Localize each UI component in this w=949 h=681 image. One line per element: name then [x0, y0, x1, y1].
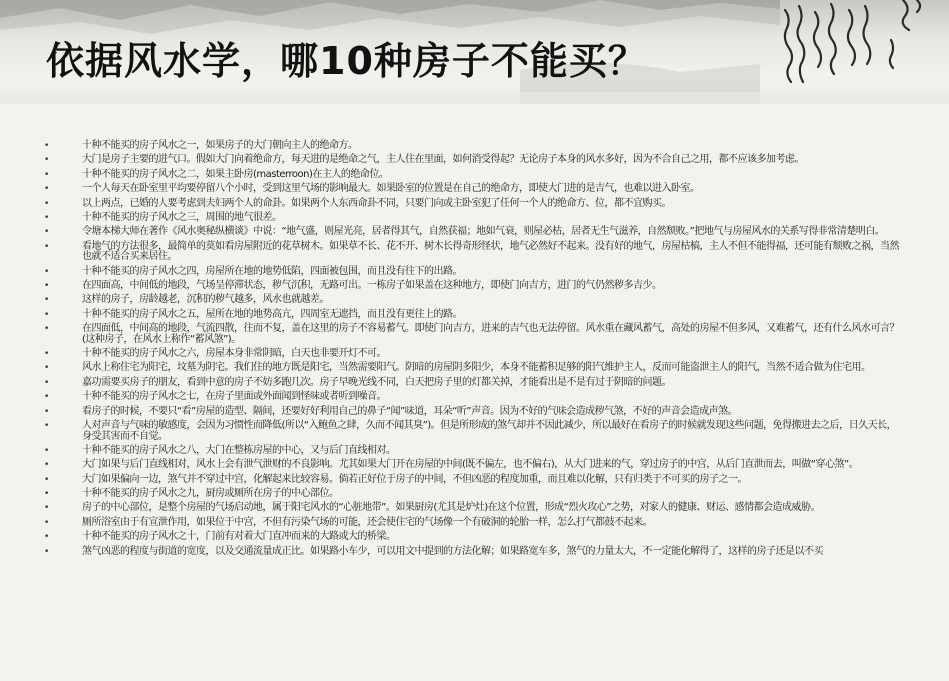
list-item-text: 嘉功需要买房子的朋友，看到中意的房子不妨多跑几次。房子早晚光线不同，白天把房子里的灯都关掉，才能看出是不是有过于阴暗的问题。	[82, 376, 671, 388]
bullet-icon: •	[44, 363, 49, 374]
list-item-text: 十种不能买的房子风水之七，在房子里面或外面闻到怪味或者听到噪音。	[82, 391, 386, 403]
bullet-icon: •	[44, 392, 49, 403]
list-item-text: 十种不能买的房子风水之五，屋所在地的地势高亢，四周室无遮挡，而且没有更往上的路。	[82, 308, 462, 320]
list-item-text: 十种不能买的房子风水之六，房屋本身非常阴暗，白天也非要开灯不可。	[82, 348, 386, 360]
list-item	[40, 407, 900, 418]
list-item-text: 风水上称住宅为阳宅，坟墓为阴宅。我们住的地方既是阳宅，当然需要阳气。阴暗的房屋阴多阳少，本身不能蓄积足够的阳气维护主人，反而可能盗泄主人的阳气，当然不适合做为住宅用。	[82, 362, 871, 374]
list-item	[40, 170, 900, 181]
list-item-text: 大门如果与后门直线相对，风水上会有泄气泄财的不良影响。尤其如果大门开在房屋的中间(既不偏左，也不偏右)，从大门进来的气，穿过房子的中宫，从后门直泄而去，叫做“穿心煞”。	[82, 459, 859, 471]
list-item-text: 煞气凶恶的程度与街道的宽度，以及交通流量成正比。如果路小车少，可以用文中提到的方法化解；如果路宽车多，煞气的力量太大，不一定能化解得了，这样的房子还是以不买	[82, 545, 823, 557]
bullet-list	[40, 141, 900, 561]
list-item-text: 十种不能买的房子风水之四，房屋所在地的地势低陷，四面被包围，而且没有往下的出路。	[82, 265, 462, 277]
list-item	[40, 489, 900, 500]
bullet-icon: •	[44, 406, 49, 417]
list-item	[40, 503, 900, 514]
list-item-text: 大门是房子主要的进气口。假如大门向着绝命方，每天进的是绝命之气，主人住在里面，如何消受得起？无论房子本身的风水多好，因为不合自己之用，都不应该多加考虑。	[82, 154, 804, 166]
list-item-text: 十种不能买的房子风水之九，厨房或厕所在房子的中心部位。	[82, 488, 339, 500]
header-banner	[0, 0, 949, 104]
bullet-icon: •	[44, 377, 49, 388]
bullet-icon: •	[44, 474, 49, 485]
list-item-text: 十种不能买的房子风水之三，周围的地气很差。	[82, 211, 282, 223]
list-item-text: 大门如果偏向一边，煞气并不穿过中宫，化解起来比较容易。倘若正好位于房子的中间，不但凶恶的程度加重，而且难以化解，只有归类于不可买的房子之一。	[82, 473, 747, 485]
list-item	[40, 141, 900, 152]
list-item-text: 十种不能买的房子风水之十，门前有对着大门直冲而来的大路或大的桥梁。	[82, 531, 396, 543]
list-item-text: 房子的中心部位，是整个房屋的气场启动地，属于阳宅风水的“心脏地带”。如果厨房(尤其是炉灶)在这个位置，形成“烈火攻心”之势，对家人的健康、财运、感情都会造成威胁。	[82, 502, 821, 514]
bullet-icon: •	[44, 281, 49, 292]
bullet-icon: •	[44, 295, 49, 306]
bullet-icon: •	[44, 169, 49, 180]
list-item	[40, 532, 900, 543]
bullet-icon: •	[44, 198, 49, 209]
list-item-text: 十种不能买的房子风水之二，如果主卧房(masterroon)在主人的绝命位。	[82, 168, 389, 180]
list-item-text: 厕所浴室由于有宣泄作用，如果位于中宫，不但有污染气场的可能，还会使住宅的气场像一个有破洞的轮胎一样，怎么打气都鼓不起来。	[82, 516, 652, 528]
list-item	[40, 446, 900, 457]
list-item	[40, 155, 900, 166]
bullet-icon: •	[44, 517, 49, 528]
list-item-text: 在四面低，中间高的地段，气流四散，往而不复，盖在这里的房子不容易蓄气。即使门向吉方，进来的吉气也无法停留。风水重在藏风蓄气，高处的房屋不但多风，又难蓄气，还有什么风水可言？(这种房子，在风水上称作“蓄风煞”)。	[82, 323, 899, 345]
bullet-icon: •	[44, 460, 49, 471]
list-item	[40, 295, 900, 306]
bullet-icon: •	[44, 241, 49, 252]
list-item	[40, 363, 900, 374]
list-item-text: 一个人每天在卧室里平均要停留八个小时，受到这里气场的影响最大。如果卧室的位置是在自己的绝命方，即使大门进的是吉气，也难以进入卧室。	[82, 183, 700, 195]
page-title: 依据风水学，哪10种房子不能买？	[46, 39, 647, 83]
list-item	[40, 518, 900, 529]
list-item	[40, 460, 900, 471]
list-item	[40, 227, 900, 238]
bullet-icon: •	[44, 421, 49, 432]
bullet-icon: •	[44, 184, 49, 195]
list-item-text: 在四面高，中间低的地段，气场呈停滞状态，秽气沉积，无路可出。一栋房子如果盖在这种地方，即使门向吉方，进门的气仍然秽多吉少。	[82, 280, 662, 292]
list-item-text: 以上两点，已婚的人要考虑到夫妇两个人的命卦。如果两个人东西命卦不同，只要门向或主卧室犯了任何一个人的绝命方、位，都不宜购买。	[82, 197, 671, 209]
list-item	[40, 421, 900, 442]
list-item	[40, 349, 900, 360]
list-item-text: 人对声音与气味的敏感度，会因为习惯性而降低(所以“入鲍鱼之肆，久而不闻其臭”)。但是所形成的煞气却并不因此减少，所以最好在看房子的时候就发现这些问题，免得搬进去之后，日久天长，身受其害而不自觉。	[82, 420, 897, 442]
list-item-text: 十种不能买的房子风水之一，如果房子的大门朝向主人的绝命方。	[82, 140, 358, 151]
bullet-icon: •	[44, 503, 49, 514]
list-item	[40, 392, 900, 403]
list-item	[40, 547, 900, 558]
list-item	[40, 281, 900, 292]
list-item	[40, 310, 900, 321]
list-item-text: 令塘本梯大师在著作《风水奥秘纵横谈》中说：“地气盛，则屋光亮，居者得其气，自然获福；地如气衰，则屋必枯，居者无生气滋养，自然颓败。”把地气与房屋风水的关系写得非常清楚明白。	[82, 226, 885, 238]
list-item	[40, 475, 900, 486]
list-item-text: 十种不能买的房子风水之八，大门在整栋房屋的中心，又与后门直线相对。	[82, 444, 396, 456]
list-item-text: 看地气的方法很多，最简单的莫如看房屋附近的花草树木。如果草不长、花不开、树木长得奇形怪状，地气必然好不起来。没有好的地气，房屋枯槁，主人不但不能得福，还可能有颓败之祸，当然也就不适合买来居住。	[82, 240, 899, 263]
list-item	[40, 267, 900, 278]
bullet-icon: •	[44, 324, 49, 335]
bullet-icon: •	[44, 546, 49, 557]
list-item	[40, 213, 900, 224]
list-item	[40, 378, 900, 389]
bullet-icon: •	[44, 489, 49, 500]
list-item	[40, 199, 900, 210]
list-item	[40, 324, 900, 345]
bullet-icon: •	[44, 309, 49, 320]
bullet-icon: •	[44, 141, 49, 151]
list-item-text: 看房子的时候，不要只“看”房屋的造型、隔间，还要好好利用自己的鼻子“闻”味道，耳朵“听”声音。因为不好的气味会造成秽气煞，不好的声音会造成声煞。	[82, 405, 738, 417]
bullet-icon: •	[44, 349, 49, 360]
bullet-icon: •	[44, 532, 49, 543]
list-item	[40, 184, 900, 195]
bullet-icon: •	[44, 266, 49, 277]
bullet-icon: •	[44, 155, 49, 166]
list-item-text: 这样的房子，房龄越老，沉积的秽气越多，风水也就越差。	[82, 294, 329, 306]
bullet-icon: •	[44, 445, 49, 456]
bullet-icon: •	[44, 212, 49, 223]
calligraphy-decoration	[765, 0, 935, 104]
bullet-icon: •	[44, 227, 49, 238]
list-item	[40, 242, 900, 263]
